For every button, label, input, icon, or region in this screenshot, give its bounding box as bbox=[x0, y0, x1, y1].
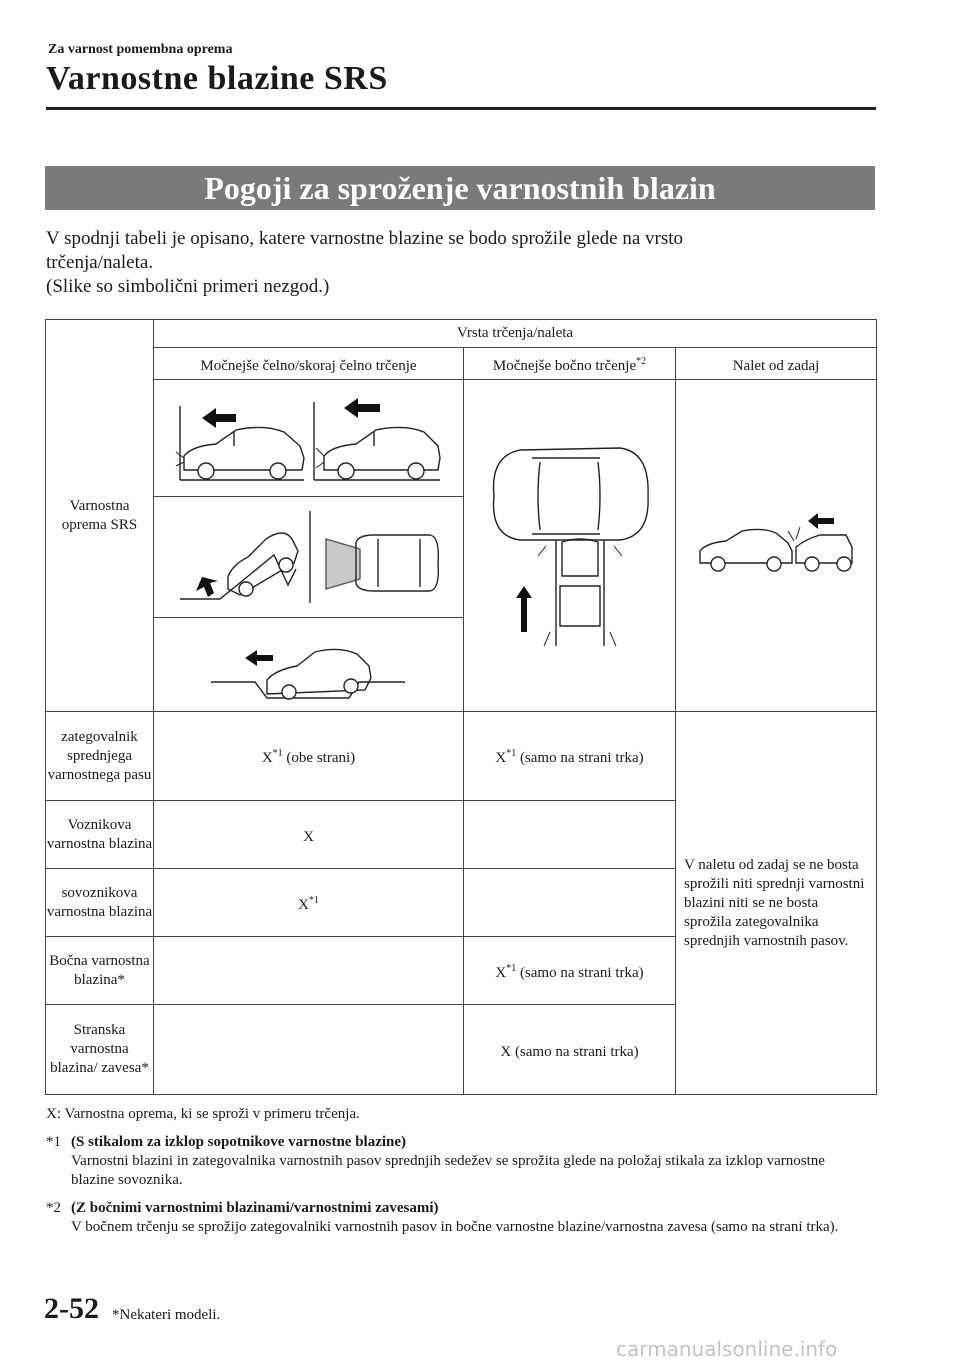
side-impact-illustration bbox=[464, 380, 676, 712]
cell-driver-airbag-frontal: X bbox=[154, 801, 464, 869]
cell-pretensioner-frontal: $X^{*1}$ (obe strani) bbox=[154, 712, 464, 801]
intro-line-2: trčenja/naleta. bbox=[46, 252, 154, 273]
cell-driver-airbag-side bbox=[464, 801, 676, 869]
cell-passenger-airbag-frontal: $X^{*1}$ bbox=[154, 869, 464, 937]
footnote-1-number: *1 bbox=[46, 1134, 61, 1150]
footnote-2-body: V bočnem trčenju se sprožijo zategovalniki varnostnih pasov in bočne varnostne blazine/varnostna zavesa (samo na strani trka). bbox=[71, 1219, 839, 1235]
frontal-ditch-illustration bbox=[154, 618, 464, 712]
frontal-wall-illustration bbox=[154, 380, 464, 497]
row-label-driver-airbag: Voznikova varnostna blazina bbox=[46, 801, 154, 869]
footnote-2-number: *2 bbox=[46, 1200, 61, 1216]
row-header-title: Varnostna oprema SRS bbox=[61, 497, 138, 533]
cell-pretensioner-side: $X^{*1}$ (samo na strani trka) bbox=[464, 712, 676, 801]
frontal-slope-oblique-illustration bbox=[154, 497, 464, 618]
row-label-curtain-airbag: Stranska varnostna blazina/ zavesa* bbox=[46, 1005, 154, 1095]
footnote-1 bbox=[46, 1133, 876, 1195]
title-divider bbox=[46, 107, 876, 110]
rear-impact-note-cell bbox=[676, 712, 877, 1095]
section-banner: Pogoji za sproženje varnostnih blazin bbox=[45, 166, 875, 210]
cell-side-airbag-side: $X^{*1}$ (samo na strani trka) bbox=[464, 937, 676, 1005]
row-label-pretensioner: zategovalnik sprednjega varnostnega pasu bbox=[46, 712, 154, 801]
column-header-frontal: Močnejše čelno/skoraj čelno trčenje bbox=[154, 348, 464, 380]
column-header-side: Močnejše bočno trčenje$^{*2}$ bbox=[464, 348, 676, 380]
section-label: Za varnost pomembna oprema bbox=[48, 42, 233, 57]
deployment-table bbox=[45, 319, 877, 1095]
cell-passenger-airbag-side bbox=[464, 869, 676, 937]
footnote-1-title: (S stikalom za izklop sopotnikove varnostne blazine) bbox=[71, 1134, 407, 1150]
footnote-2-title: (Z bočnimi varnostnimi blazinami/varnostnimi zavesami) bbox=[71, 1200, 439, 1216]
models-footnote: *Nekateri modeli. bbox=[112, 1307, 221, 1323]
intro-line-3: (Slike so simbolični primeri nezgod.) bbox=[46, 276, 330, 297]
rear-impact-note: V naletu od zadaj se ne bosta sprožili niti sprednji varnostni blazini niti se ne bosta sprožila zategovalnika sprednjih varnostnih pasov. bbox=[684, 856, 865, 949]
footnote-2 bbox=[46, 1199, 876, 1261]
cell-curtain-airbag-frontal bbox=[154, 1005, 464, 1095]
rear-impact-illustration bbox=[676, 380, 877, 712]
column-header-rear: Nalet od zadaj bbox=[676, 348, 877, 380]
watermark: carmanualsonline.info bbox=[616, 1337, 838, 1361]
row-label-side-airbag: Bočna varnostna blazina* bbox=[46, 937, 154, 1005]
footnote-1-body: Varnostni blazini in zategovalnika varnostnih pasov sprednjih sedežev se sprožita glede na položaj stikala za izklop varnostne blazine sovoznika. bbox=[71, 1153, 825, 1188]
page-title: Varnostne blazine SRS bbox=[46, 60, 388, 97]
collision-type-header: Vrsta trčenja/naleta bbox=[154, 320, 877, 348]
row-label-passenger-airbag: sovoznikova varnostna blazina bbox=[46, 869, 154, 937]
table-legend: X: Varnostna oprema, ki se sproži v primeru trčenja. bbox=[46, 1106, 360, 1122]
cell-side-airbag-frontal bbox=[154, 937, 464, 1005]
page-number: 2-52 bbox=[44, 1292, 99, 1325]
intro-line-1: V spodnji tabeli je opisano, katere varnostne blazine se bodo sprožile glede na vrsto bbox=[46, 228, 684, 249]
cell-curtain-airbag-side: X (samo na strani trka) bbox=[464, 1005, 676, 1095]
row-header-title-cell bbox=[46, 320, 154, 712]
